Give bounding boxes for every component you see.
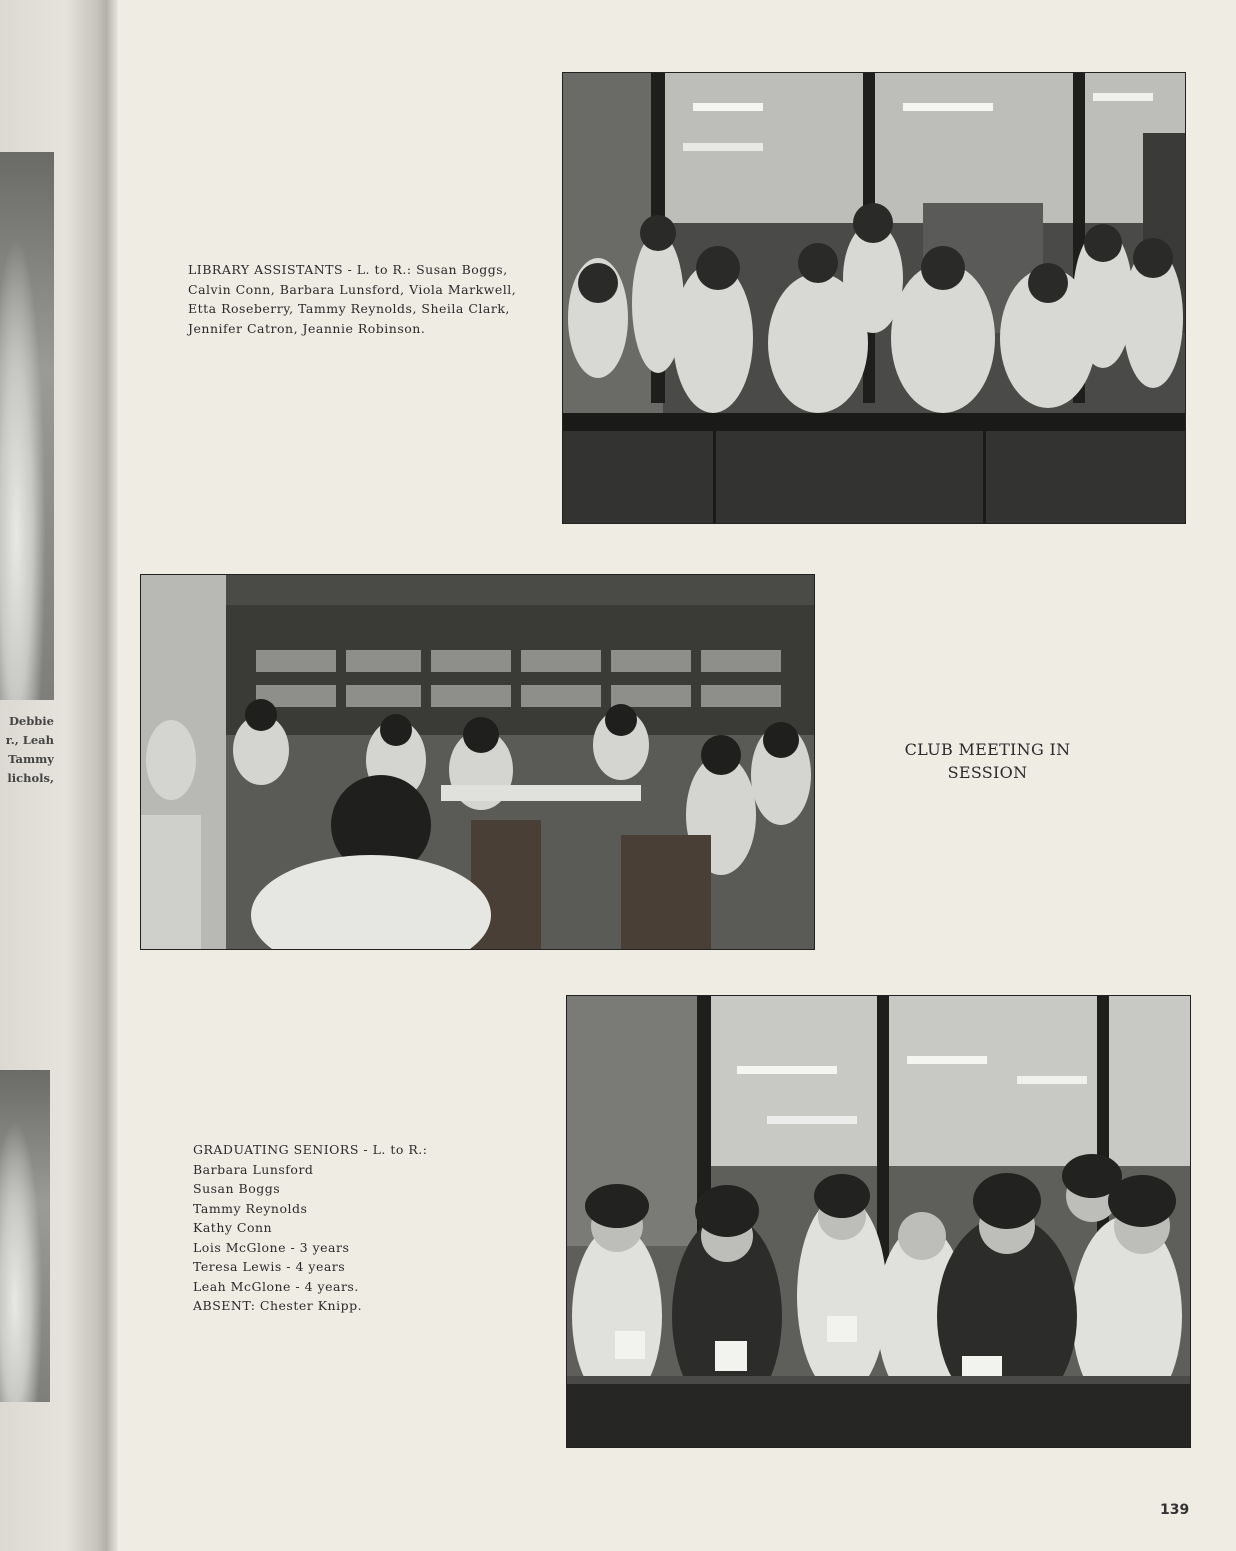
library-assistants-photo [562, 72, 1186, 524]
previous-page-caption [0, 712, 54, 788]
previous-page-photo-bottom [0, 1070, 50, 1402]
caption-line: Barbara Lunsford [193, 1161, 314, 1177]
caption-line: Tammy Reynolds [193, 1200, 308, 1216]
caption-line: Lois McGlone - 3 years [193, 1239, 350, 1255]
caption-line: Jennifer Catron, Jeannie Robinson. [188, 320, 426, 336]
club-meeting-title [880, 738, 1095, 784]
page-number: 139 [1160, 1502, 1190, 1518]
previous-caption-line: lichols, [7, 771, 54, 785]
club-title-line: CLUB MEETING IN [904, 740, 1071, 759]
caption-line: Susan Boggs [193, 1181, 281, 1196]
club-meeting-photo [140, 574, 815, 950]
graduating-seniors-caption [193, 1140, 427, 1316]
caption-line: Teresa Lewis - 4 years [193, 1259, 346, 1274]
graduating-seniors-photo [566, 995, 1191, 1448]
caption-line: GRADUATING SENIORS - L. to R.: [193, 1142, 428, 1157]
library-assistants-caption [188, 260, 516, 338]
caption-line: Etta Roseberry, Tammy Reynolds, Sheila Clark, [188, 301, 510, 316]
previous-caption-line: Tammy [8, 752, 54, 766]
previous-page-photo-top [0, 152, 54, 700]
club-title-line: SESSION [947, 763, 1028, 782]
caption-line: Calvin Conn, Barbara Lunsford, Viola Markwell, [188, 281, 517, 297]
previous-caption-line: Debbie [8, 714, 54, 728]
caption-line: Leah McGlone - 4 years. [193, 1278, 359, 1294]
caption-line: LIBRARY ASSISTANTS - L. to R.: Susan Boggs, [188, 262, 508, 277]
previous-caption-line: r., Leah [5, 733, 54, 747]
caption-line: ABSENT: Chester Knipp. [193, 1298, 363, 1313]
caption-line: Kathy Conn [193, 1220, 273, 1235]
